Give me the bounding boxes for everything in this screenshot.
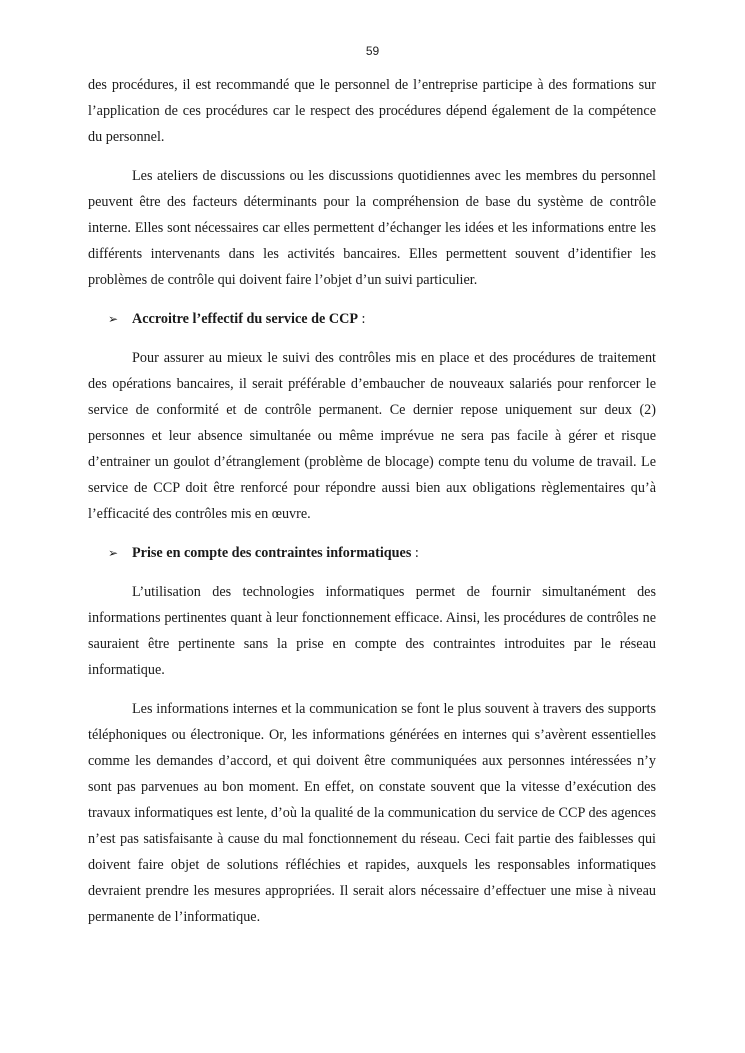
heading-title: Prise en compte des contraintes informatiques bbox=[132, 545, 412, 561]
arrow-bullet-icon: ➢ bbox=[108, 546, 119, 560]
section-heading bbox=[88, 540, 656, 566]
heading-title: Accroitre l’effectif du service de CCP bbox=[132, 311, 358, 327]
heading-suffix: : bbox=[357, 311, 366, 327]
section-heading bbox=[88, 306, 656, 332]
arrow-bullet-icon: ➢ bbox=[108, 312, 119, 326]
document-body bbox=[88, 72, 656, 943]
paragraph: Les ateliers de discussions ou les discussions quotidiennes avec les membres du personnel peuvent être des facteurs déterminants pour la compréhension de base du système de contrôle interne. Elles sont nécessaires car elles permettent d’échanger les idées et les informations entre les différents intervenants dans les activités bancaires. Elles permettent souvent d’identifier les problèmes de contrôle qui doivent faire l’objet d’un suivi particulier. bbox=[88, 168, 656, 288]
heading-text bbox=[132, 306, 365, 332]
heading-text bbox=[132, 540, 419, 566]
heading-suffix: : bbox=[411, 545, 419, 561]
paragraph: des procédures, il est recommandé que le personnel de l’entreprise participe à des formations sur l’application de ces procédures car le respect des procédures dépend également de la compétence du personnel. bbox=[88, 77, 656, 145]
paragraph: Les informations internes et la communication se font le plus souvent à travers des supports téléphoniques ou électronique. Or, les informations générées en internes qui s’avèrent essentielles comme les demandes d’accord, et qui doivent être communiquées aux personnes intéressées n’y sont pas parvenues au bon moment. En effet, on constate souvent que la vitesse d’exécution des travaux informatiques est lente, d’où la qualité de la communication du service de CCP des agences n’est pas satisfaisante à cause du mal fonctionnement du réseau. Ceci fait partie des faiblesses qui doivent faire objet de solutions réfléchies et rapides, auxquels les responsables informatiques devraient prendre les mesures appropriées. Il serait alors nécessaire d’effectuer une mise à niveau permanente de l’informatique. bbox=[88, 701, 656, 925]
page-number: 59 bbox=[365, 44, 380, 58]
paragraph: Pour assurer au mieux le suivi des contrôles mis en place et des procédures de traitement des opérations bancaires, il serait préférable d’embaucher de nouveaux salariés pour renforcer le service de conformité et de contrôle permanent. Ce dernier repose uniquement sur deux (2) personnes et leur absence simultanée ou même imprévue ne sera pas facile à gérer et risque d’entrainer un goulot d’étranglement (problème de blocage) compte tenu du volume de travail. Le service de CCP doit être renforcé pour répondre aussi bien aux obligations règlementaires qu’à l’efficacité des contrôles mis en œuvre. bbox=[88, 350, 656, 522]
paragraph: L’utilisation des technologies informatiques permet de fournir simultanément des informations pertinentes quant à leur fonctionnement efficace. Ainsi, les procédures de contrôles ne sauraient être pertinente sans la prise en compte des contraintes introduites par le réseau informatique. bbox=[88, 584, 656, 678]
